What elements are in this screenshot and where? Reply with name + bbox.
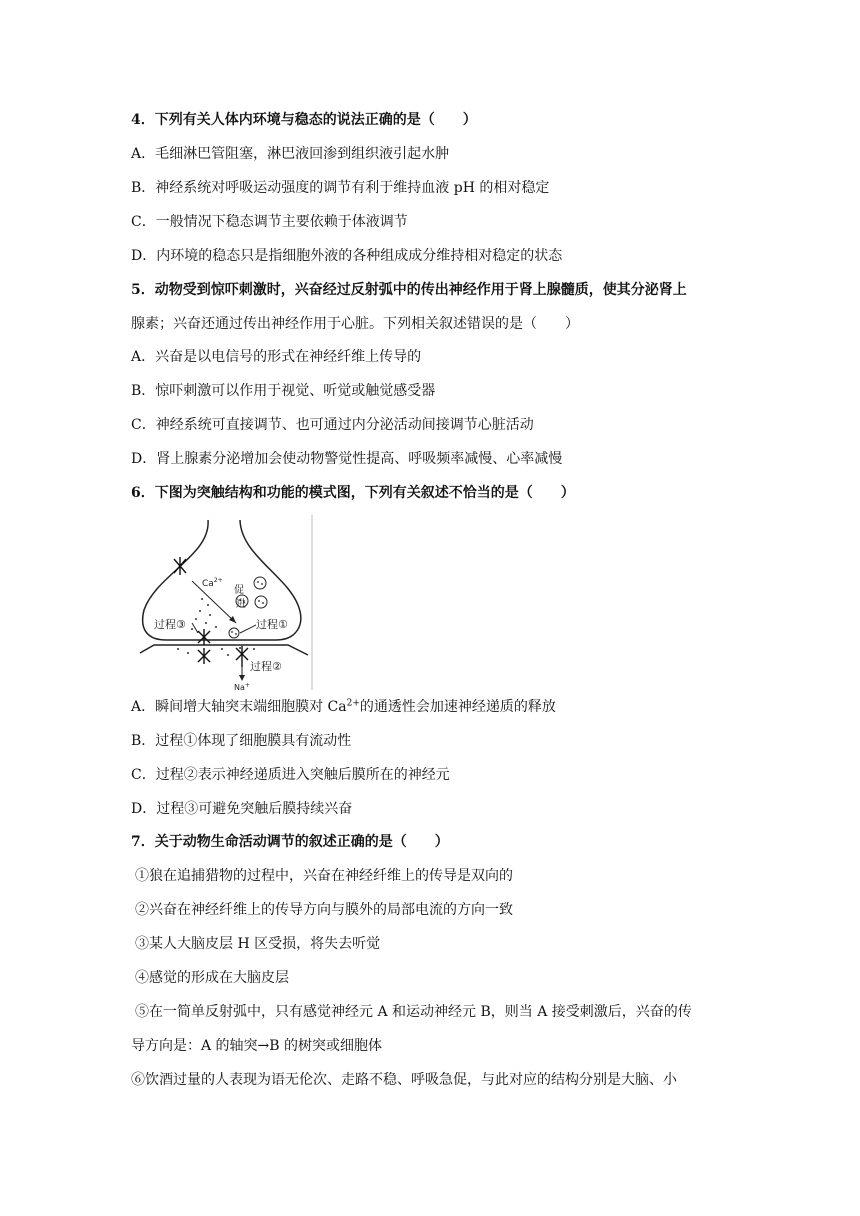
question-4-option-c: C．一般情况下稳态调节主要依赖于体液调节 [131,214,408,230]
promote-label-2: 进 [236,599,246,610]
question-4-option-d: D．内环境的稳态只是指细胞外液的各种组成成分维持相对稳定的状态 [131,248,563,264]
question-7-statement-5: ⑤在一简单反射弧中，只有感觉神经元 A 和运动神经元 B，则当 A 接受刺激后，兴奋的传 [135,1004,692,1020]
question-7-statement-2: ②兴奋在神经纤维上的传导方向与膜外的局部电流的方向一致 [135,902,513,918]
question-6-option-d: D．过程③可避免突触后膜持续兴奋 [131,801,353,817]
ca-label: $Ca^{2+}$ [202,577,223,589]
process-1-label: 过程① [256,618,288,631]
question-5-stem-line1: 5．动物受到惊吓刺激时，兴奋经过反射弧中的传出神经作用于肾上腺髓质，使其分泌肾上 [131,282,687,298]
synapse-diagram [136,515,314,690]
question-7-statement-4: ④感觉的形成在大脑皮层 [135,970,289,986]
question-7-statement-1: ①狼在追捕猎物的过程中，兴奋在神经纤维上的传导是双向的 [135,868,513,884]
question-7-statement-6: ⑥饮酒过量的人表现为语无伦次、走路不稳、呼吸急促，与此对应的结构分别是大脑、小 [131,1072,677,1088]
ca-superscript: 2+ [346,698,360,709]
question-4-option-a: A．毛细淋巴管阻塞，淋巴液回渗到组织液引起水肿 [131,146,450,162]
question-6-option-c: C．过程②表示神经递质进入突触后膜所在的神经元 [131,767,450,783]
question-5-option-b: B．惊吓刺激可以作用于视觉、听觉或触觉感受器 [131,383,436,399]
question-6-option-a [131,697,556,717]
question-5-stem-line2: 腺素；兴奋还通过传出神经作用于心脏。下列相关叙述错误的是（ ） [131,316,579,332]
process-2-label: 过程② [250,660,282,673]
question-5-option-c: C．神经系统可直接调节、也可通过内分泌活动间接调节心脏活动 [131,417,534,433]
question-5-option-d: D．肾上腺素分泌增加会使动物警觉性提高、呼吸频率减慢、心率减慢 [131,451,563,467]
question-7-statement-5-cont: 导方向是：A 的轴突→B 的树突或细胞体 [131,1038,383,1054]
question-6-option-b: B．过程①体现了细胞膜具有流动性 [131,733,352,749]
process-3-label: 过程③ [154,618,186,631]
question-7-statement-3: ③某人大脑皮层 H 区受损，将失去听觉 [135,936,381,952]
question-6-option-a-pre: A．瞬间增大轴突末端细胞膜对 Ca [131,699,347,715]
na-label: Na+ [234,682,250,690]
question-5-option-a: A．兴奋是以电信号的形式在神经纤维上传导的 [131,349,422,365]
promote-label-1: 促 [234,585,244,596]
question-4-option-b: B．神经系统对呼吸运动强度的调节有利于维持血液 pH 的相对稳定 [131,180,550,196]
question-7-stem: 7．关于动物生命活动调节的叙述正确的是（ ） [131,834,449,850]
question-6-option-a-post: 的通透性会加速神经递质的释放 [359,699,556,715]
question-6-stem: 6．下图为突触结构和功能的模式图，下列有关叙述不恰当的是（ ） [131,485,575,501]
question-4-stem: 4．下列有关人体内环境与稳态的说法正确的是（ ） [131,112,477,128]
